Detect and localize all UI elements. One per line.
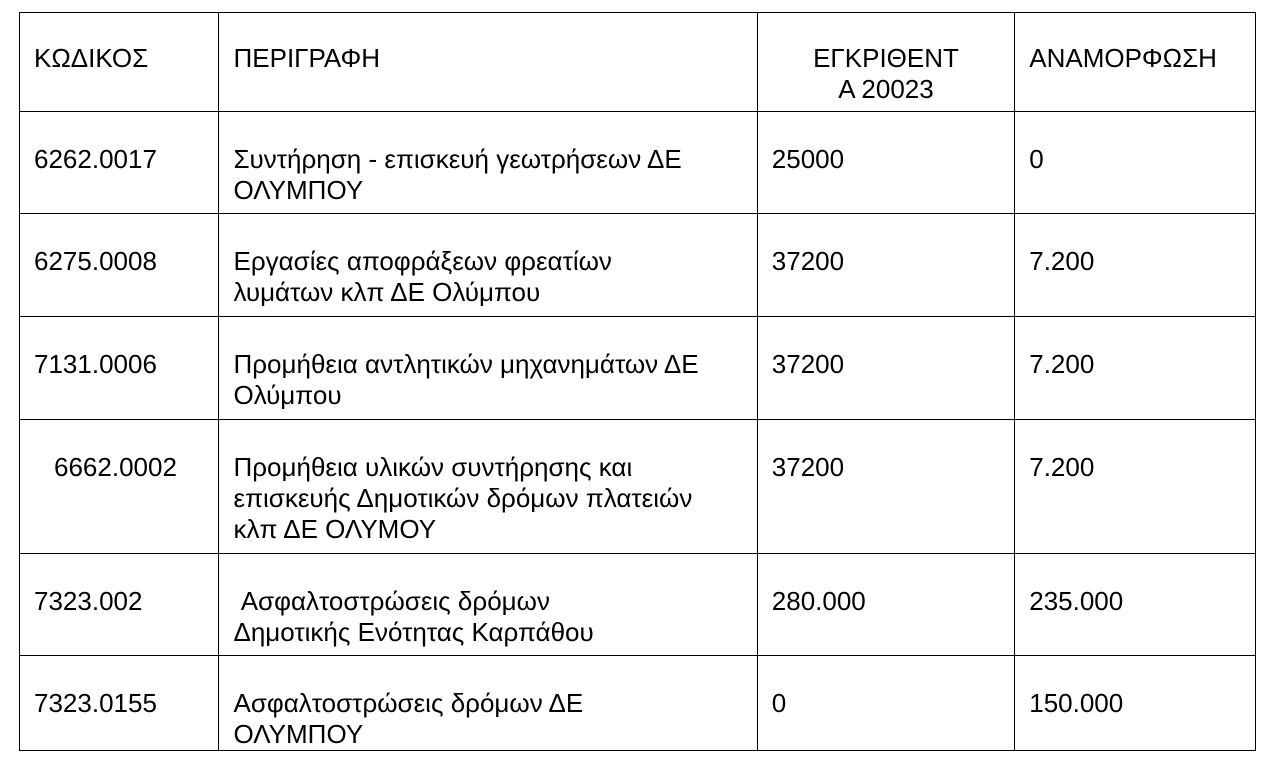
row-approved: 37200	[757, 214, 1014, 317]
table-row	[20, 656, 1256, 751]
table-row	[20, 112, 1256, 214]
header-revision: ΑΝΑΜΟΡΦΩΣΗ	[1015, 13, 1256, 112]
table-header-row	[20, 13, 1256, 112]
row-code: 6275.0008	[20, 214, 219, 317]
row-description-text: Προμήθεια αντλητικών μηχανημάτων ΔΕ Ολύμπου	[233, 349, 699, 410]
row-revision: 7.200	[1015, 214, 1256, 317]
budget-table	[19, 12, 1256, 751]
row-description	[219, 317, 757, 420]
row-revision: 235.000	[1015, 554, 1256, 656]
row-description-text: Ασφαλτοστρώσεις δρόμων Δημοτικής Ενότητας Καρπάθου	[233, 586, 594, 647]
row-description	[219, 554, 757, 656]
row-approved: 37200	[757, 420, 1014, 554]
row-description	[219, 214, 757, 317]
table-row	[20, 214, 1256, 317]
row-description-text: Συντήρηση - επισκευή γεωτρήσεων ΔΕ ΟΛΥΜΠΟΥ	[233, 144, 682, 205]
row-approved: 0	[757, 656, 1014, 751]
row-description-text: Προμήθεια υλικών συντήρησης και επισκευής Δημοτικών δρόμων πλατειών κλπ ΔΕ ΟΛΥΜΟΥ	[233, 452, 693, 544]
header-approved-text: ΕΓΚΡΙΘΕΝΤΑ 20023	[813, 43, 959, 104]
row-code: 7131.0006	[20, 317, 219, 420]
table-row	[20, 420, 1256, 554]
row-code: 6262.0017	[20, 112, 219, 214]
row-revision: 7.200	[1015, 317, 1256, 420]
row-code: 7323.002	[20, 554, 219, 656]
row-description-text: Ασφαλτοστρώσεις δρόμων ΔΕ ΟΛΥΜΠΟΥ	[233, 688, 584, 749]
row-description	[219, 420, 757, 554]
header-code: ΚΩΔΙΚΟΣ	[20, 13, 219, 112]
row-description	[219, 112, 757, 214]
row-code: 7323.0155	[20, 656, 219, 751]
table-row	[20, 317, 1256, 420]
header-approved	[757, 13, 1014, 112]
row-description	[219, 656, 757, 751]
row-approved: 25000	[757, 112, 1014, 214]
row-revision: 150.000	[1015, 656, 1256, 751]
row-description-text: Εργασίες αποφράξεων φρεατίων λυμάτων κλπ ΔΕ Ολύμπου	[233, 246, 612, 307]
row-code: 6662.0002	[20, 420, 219, 554]
row-approved: 280.000	[757, 554, 1014, 656]
row-revision: 7.200	[1015, 420, 1256, 554]
row-approved: 37200	[757, 317, 1014, 420]
row-revision: 0	[1015, 112, 1256, 214]
table-row	[20, 554, 1256, 656]
header-description: ΠΕΡΙΓΡΑΦΗ	[219, 13, 757, 112]
